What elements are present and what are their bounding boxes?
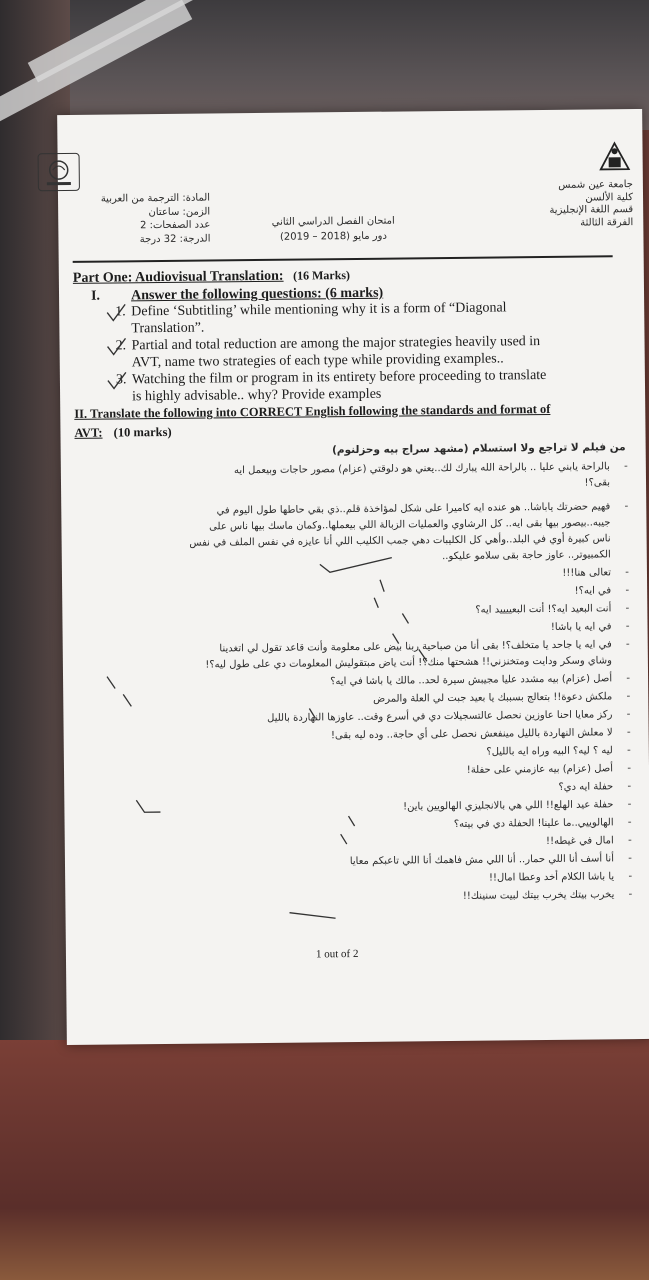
question-2-line-1: Partial and total reduction are among the major strategies heavily used in (131, 334, 541, 354)
passage-heading: من فيلم لا تراجع ولا استسلام (مشهد سراج بيه وحزلنوم) (331, 441, 626, 457)
bullet-dash: - (625, 601, 630, 615)
bullet-dash: - (626, 707, 631, 721)
passage-line: فهيم حضرتك ياباشا.. هو عنده ايه كاميرا على شكل لمؤاخذة قلم..ذي بقي حاطها طول اليوم في (216, 501, 611, 517)
university-logo (597, 139, 631, 173)
question-1-number: 1. (115, 304, 126, 320)
course-duration: الزمن: ساعتان (148, 205, 211, 218)
section-one-number: I. (90, 288, 101, 304)
section-two-title-cont: AVT: (74, 425, 103, 440)
bullet-dash: - (627, 779, 632, 793)
course-pages: عدد الصفحات: 2 (140, 219, 211, 232)
exam-paper (57, 109, 649, 1045)
bullet-dash: - (627, 833, 632, 847)
question-3-line-1: Watching the film or program in its entirety before proceeding to translate (131, 367, 547, 388)
bullet-dash: - (627, 761, 632, 775)
question-1-line-1: Define ‘Subtitling’ while mentioning why it is a form of “Diagonal (131, 300, 507, 320)
passage-line: يا باشا الكلام أخد وعطا امال!! (488, 871, 615, 884)
passage-line: أنت البعيد ايه؟! أنت البعييييد ايه؟ (475, 603, 612, 616)
bullet-dash: - (626, 689, 631, 703)
bullet-dash: - (628, 851, 633, 865)
passage-line: حفلة عيد الهلع!! اللي هي بالانجليزي الهالويين باين! (402, 799, 614, 813)
section-two-title: II. Translate the following into CORRECT English following the standards and format of (74, 401, 551, 421)
question-1-line-2: Translation”. (131, 320, 205, 337)
passage-line: بقى؟! (584, 477, 611, 489)
question-2-number: 2. (115, 338, 127, 354)
part-one-title: Part One: Audiovisual Translation: (72, 268, 284, 286)
passage-line: يخرب بيتك يخرب بيتك لبيت سنينك!! (462, 889, 615, 902)
passage-line: في ايه يا باشا! (550, 621, 612, 633)
bullet-dash: - (627, 797, 632, 811)
bullet-dash: - (628, 869, 633, 883)
section-two-marks: (10 marks) (113, 424, 172, 440)
passage-line: وشاي وسكر ودايت ومتخنزني!! هشحتها منك؟! أنت ياض مبتقوليش المعلومات دي على طول ليه؟! (205, 655, 612, 671)
bullet-dash: - (625, 565, 630, 579)
passage-line: أصل (عزام) بيه مشدد عليا مجيبش سيرة لحد.. مالك يا باشا في ايه؟ (330, 673, 613, 688)
year-level: الفرقة الثالثة (580, 216, 634, 229)
passage-line: جيبه..بيصور بيها بقى ايه.. كل الرشاوي والعمليات الزبالة اللي بيعملها..وكمان ماسك بيها ناس على (209, 517, 611, 533)
passage-line: الكمبيوتر.. عاوز حاجة بقى سلامو عليكو.. (442, 549, 611, 563)
question-2-line-2: AVT, name two strategies of each type while providing examples.. (131, 351, 504, 371)
passage-line: أصل (عزام) بيه عازمني على حفلة! (466, 763, 614, 776)
section-one-title: Answer the following questions: (6 marks) (130, 285, 384, 304)
section-two-subtitle (74, 425, 171, 441)
passage-line: بالراحة يابني عليا .. بالراحة الله يبارك لك..يعني هو دلوقتي (عزام) مصور حاجات وبيعمل ايه (233, 461, 610, 477)
passage-line: ملكش دعوة!! بتعالج بسببك يا بعيد جبت لي العلة والمرض (373, 691, 613, 705)
bullet-dash: - (625, 583, 630, 597)
course-grade: الدرجة: 32 درجة (139, 232, 211, 245)
passage-line: الهالوييي..ما علينا! الحفلة دي في بيته؟ (453, 817, 614, 830)
passage-line: ركز معايا احنا عاوزين نحصل عالتسجيلات دي في أسرع وقت.. عاوزها النهاردة بالليل (267, 709, 613, 724)
passage-line: ناس كبيرة أوي في البلد..وأهي كل الكليبات دهي جمب الكليب اللي أنا عايزه في نفس الملف في نفس (189, 533, 611, 549)
passage-line: في ايه؟! (574, 585, 612, 597)
exam-session: دور مايو (2018 – 2019) (279, 230, 387, 243)
course-info (80, 191, 211, 246)
passage-line: أنا أسف أنا اللي حمار.. أنا اللي مش فاهمك أنا اللي تاعبكم معايا (349, 853, 615, 868)
question-3-line-2: is highly advisable.. why? Provide examples (132, 386, 382, 405)
passage-line: امال في غيطه!! (545, 835, 614, 848)
bullet-dash: - (624, 499, 629, 513)
passage-line: لا معلش النهاردة بالليل مينفعش نحصل على أي حاجة.. وده ليه بقى! (330, 727, 613, 742)
part-one-heading (73, 268, 350, 287)
bullet-dash: - (627, 743, 631, 757)
passage-line: في ايه يا جاحد يا متخلف؟! بقى أنا من صباحية ربنا بيض على معلومة وأنت قاعد تقول لي اتغدينا (219, 639, 612, 655)
bullet-dash: - (626, 725, 631, 739)
faculty-name: كلية الألسن (585, 191, 634, 204)
course-subject: المادة: الترجمة من العربية (100, 192, 211, 205)
bullet-dash: - (628, 887, 633, 901)
header-divider (73, 255, 613, 262)
bullet-dash: - (625, 637, 630, 651)
university-info (549, 179, 633, 230)
passage-line: حفلة ايه دي؟ (558, 781, 614, 793)
bullet-dash: - (626, 671, 631, 685)
exam-info (248, 213, 418, 245)
part-one-marks: (16 Marks) (292, 268, 351, 283)
university-logo-icon (597, 139, 631, 173)
bullet-dash: - (627, 815, 632, 829)
handwritten-ticks (103, 300, 134, 400)
university-name: جامعة عين شمس (558, 179, 633, 191)
exam-title: امتحان الفصل الدراسي الثاني (271, 215, 395, 228)
faculty-logo (38, 153, 80, 191)
page-number: 1 out of 2 (315, 947, 359, 961)
passage-line: تعالى هنا!!! (562, 567, 612, 579)
faculty-logo-icon (39, 154, 79, 190)
bullet-dash: - (624, 459, 628, 473)
bullet-dash: - (625, 619, 630, 633)
passage-line: ليه ؟ ليه؟ البيه وراه ايه بالليل؟ (486, 745, 613, 758)
background-table (0, 1040, 649, 1280)
department-name: قسم اللغة الإنجليزية (549, 204, 634, 216)
handwritten-marks (61, 449, 649, 925)
question-3-number: 3. (115, 372, 127, 388)
